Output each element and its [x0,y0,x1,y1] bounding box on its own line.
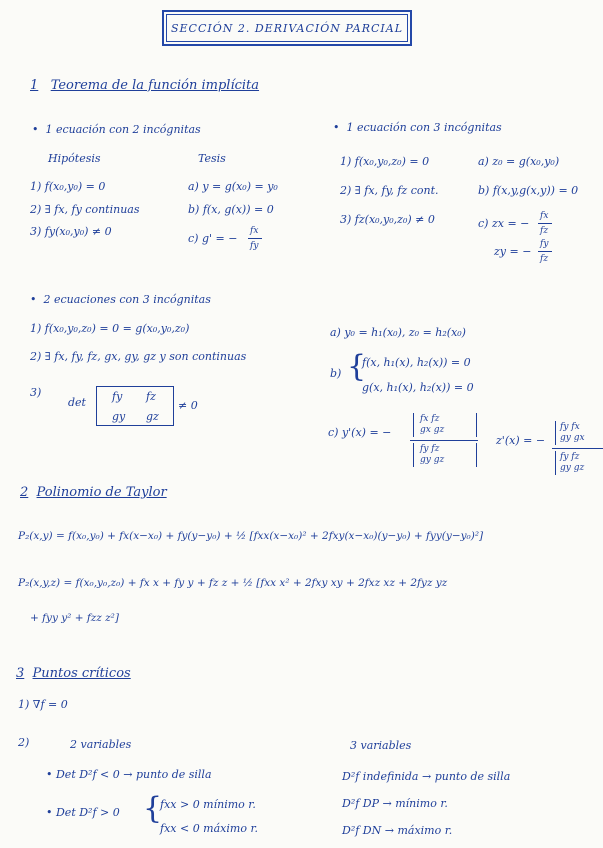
b2-hyp-2: 2) ∃ fx, fy, fz cont. [340,184,439,197]
critical-cond-2-label: 2) [18,736,30,749]
fraction-bar [552,448,603,449]
b3-hyp-2: 2) ∃ fx, fy, fz, gx, gy, gz y son continuas [30,350,247,363]
b3-z-num-a: fy fx [560,422,580,432]
section-2-title: Polinomio de Taylor [36,485,167,500]
b2-ths-2: b) f(x,y,g(x,y)) = 0 [478,184,579,197]
taylor-formula-2var: P₂(x,y) = f(x₀,y₀) + fx(x−x₀) + fy(y−y₀) + ½ [fxx(x−x₀)² + 2fxy(x−x₀)(y−y₀) + fyy(y−y₀)²] [18,530,484,542]
b3-z-den-b: gy gz [560,463,585,473]
b1-ths-1: a) y = g(x₀) = y₀ [188,180,278,193]
section-3-heading [16,667,131,680]
three-vars-case-1: D²f indefinida → punto de silla [342,770,511,783]
b3-c-num-a: fx fz [420,414,440,424]
b3-ths-1: a) y₀ = h₁(x₀), z₀ = h₂(x₀) [330,326,466,339]
thesis-header: Tesis [198,152,226,165]
block-3-title: • 2 ecuaciones con 3 incógnitas [30,293,211,306]
b3-ths-2a: f(x, h₁(x), h₂(x)) = 0 [362,356,471,369]
critical-cond-1: 1) ∇f = 0 [18,698,68,711]
b3-ths-2-label: b) [330,367,342,380]
brace-icon: { [143,791,163,826]
fraction-bar [538,251,552,252]
m11: fy [112,390,123,403]
b3-z-num-b: gy gx [560,433,585,443]
b1-hyp-1: 1) f(x₀,y₀) = 0 [30,180,106,193]
b3-c-den-a: fy fz [420,444,440,454]
b1-ths-2: b) f(x, g(x)) = 0 [188,203,274,216]
m21: gy [112,410,126,423]
b2-ths-3b-den: fz [540,254,549,264]
two-vars-case-1: • Det D²f < 0 → punto de silla [46,768,212,781]
section-2-heading [20,486,167,499]
section-number: 1 [30,78,39,93]
b2-hyp-3: 3) fz(x₀,y₀,z₀) ≠ 0 [340,213,435,226]
b3-hyp-3-label: 3) [30,386,42,399]
page-title: SECCIÓN 2. DERIVACIÓN PARCIAL [170,22,404,35]
b3-hyp-3-ne: ≠ 0 [178,399,198,412]
three-vars-case-3: D²f DN → máximo r. [342,824,453,837]
b1-hyp-2: 2) ∃ fx, fy continuas [30,203,140,216]
fraction-bar [410,440,478,441]
b3-ths-3b-label: z'(x) = − [496,434,546,447]
taylor-formula-3var-cont: + fyy y² + fzz z²] [30,612,119,624]
b2-ths-3a-den: fz [540,226,549,236]
fraction-bar [248,238,262,239]
brace-icon: { [347,349,367,384]
b1-ths-3-num: fx [250,226,259,236]
matrix-bracket [96,386,174,426]
b3-ths-3-label: c) y'(x) = − [328,426,392,439]
m22: gz [146,410,159,423]
title-box [162,10,412,46]
b3-c-num-b: gx gz [420,425,445,435]
section-1-heading [30,79,259,92]
section-1-title: Teorema de la función implícita [50,78,260,93]
fraction-bar [538,223,552,224]
b1-ths-3-den: fy [250,241,259,251]
two-vars-header: 2 variables [70,738,132,751]
two-vars-case-2: • Det D²f > 0 [46,806,120,819]
b2-ths-1: a) z₀ = g(x₀,y₀) [478,155,560,168]
b1-ths-3: c) g' = − [188,232,238,245]
b3-ths-2b: g(x, h₁(x), h₂(x)) = 0 [362,381,474,394]
three-vars-case-2: D²f DP → mínimo r. [342,797,448,810]
section-number: 3 [16,666,25,681]
three-vars-header: 3 variables [350,739,412,752]
b3-c-den-b: gy gz [420,455,445,465]
section-3-title: Puntos críticos [32,666,131,681]
b2-ths-3b: zy = − [494,245,532,258]
b2-ths-3a-num: fx [540,211,549,221]
two-vars-case-2b: fxx < 0 máximo r. [160,822,258,835]
m12: fz [146,390,156,403]
block-2-title: • 1 ecuación con 3 incógnitas [333,121,502,134]
hypothesis-header: Hipótesis [48,152,101,165]
b2-ths-3a: c) zx = − [478,217,530,230]
b3-hyp-1: 1) f(x₀,y₀,z₀) = 0 = g(x₀,y₀,z₀) [30,322,190,335]
section-number: 2 [20,485,29,500]
two-vars-case-2a: fxx > 0 mínimo r. [160,798,256,811]
block-1-title: • 1 ecuación con 2 incógnitas [32,123,201,136]
b2-hyp-1: 1) f(x₀,y₀,z₀) = 0 [340,155,430,168]
det-label: det [68,396,86,409]
b3-z-den-a: fy fz [560,452,580,462]
taylor-formula-3var: P₂(x,y,z) = f(x₀,y₀,z₀) + fx x + fy y + fz z + ½ [fxx x² + 2fxy xy + 2fxz xz + 2fyz yz [18,577,448,589]
b1-hyp-3: 3) fy(x₀,y₀) ≠ 0 [30,225,112,238]
b2-ths-3b-num: fy [540,239,549,249]
